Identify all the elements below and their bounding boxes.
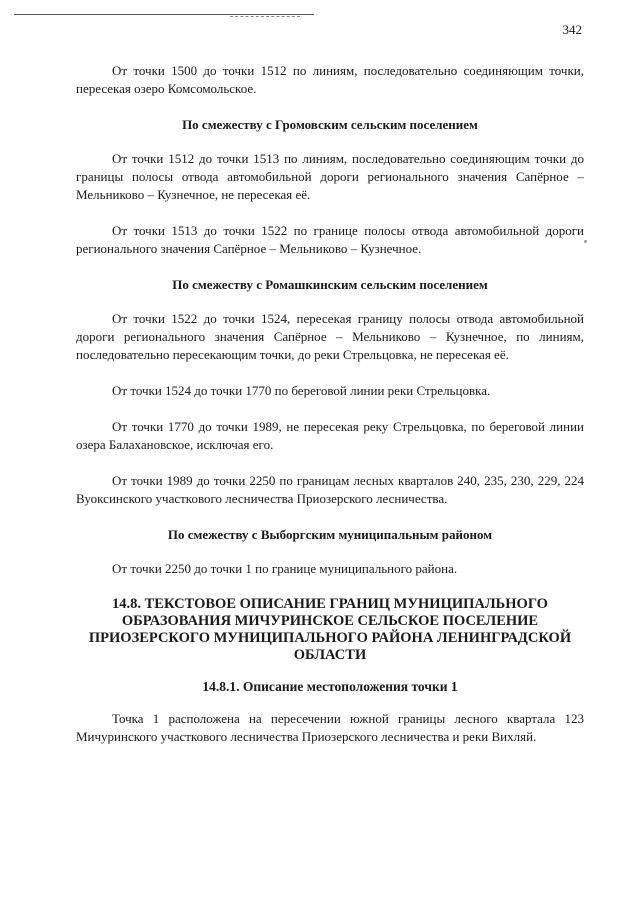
section-subheading: По смежеству с Громовским сельским поселением <box>182 117 478 132</box>
paragraph: От точки 1522 до точки 1524, пересекая границу полосы отвода автомобильной дороги регионального значения Сапёрное – Мельниково – Кузнечное, по линиям, последовательно пересекающим точки, до реки Стрельцовка, не пересекая её. <box>76 311 584 362</box>
section-subheading: По смежеству с Выборгским муниципальным районом <box>167 527 493 542</box>
scan-artifact-line <box>14 14 314 15</box>
paragraph: От точки 1512 до точки 1513 по линиям, последовательно соединяющим точки до границы полосы отвода автомобильной дороги регионального значения Сапёрное – Мельниково – Кузнечное, не пересекая её. <box>76 151 584 202</box>
paragraph: Точка 1 расположена на пересечении южной границы лесного квартала 123 Мичуринского участкового лесничества Приозерского лесничества и реки Вихляй. <box>76 711 584 744</box>
paragraph: От точки 1500 до точки 1512 по линиям, последовательно соединяющим точки, пересекая озеро Комсомольское. <box>76 63 584 96</box>
paragraph: От точки 1770 до точки 1989, не пересекая реку Стрельцовка, по береговой линии озера Балахановское, исключая его. <box>76 419 584 452</box>
document-body <box>76 62 584 764</box>
page-number: 342 <box>562 22 582 37</box>
paragraph: От точки 1524 до точки 1770 по береговой линии реки Стрельцовка. <box>112 383 491 398</box>
subsection-title: 14.8.1. Описание местоположения точки 1 <box>202 679 458 694</box>
paragraph: От точки 2250 до точки 1 по границе муниципального района. <box>112 561 458 576</box>
paragraph: От точки 1513 до точки 1522 по границе полосы отвода автомобильной дороги регионального значения Сапёрное – Мельниково – Кузнечное. <box>76 223 584 256</box>
scan-artifact-dashes <box>230 16 300 17</box>
paragraph: От точки 1989 до точки 2250 по границам лесных кварталов 240, 235, 230, 229, 224 Вуоксинского участкового лесничества Приозерского лесничества. <box>76 473 584 506</box>
section-subheading: По смежеству с Ромашкинским сельским поселением <box>172 277 488 292</box>
scan-dot <box>584 240 587 243</box>
section-title: 14.8. ТЕКСТОВОЕ ОПИСАНИЕ ГРАНИЦ МУНИЦИПАЛЬНОГО ОБРАЗОВАНИЯ МИЧУРИНСКОЕ СЕЛЬСКОЕ ПОСЕЛЕНИЕ ПРИОЗЕРСКОГО МУНИЦИПАЛЬНОГО РАЙОНА ЛЕНИНГРАДСКОЙ ОБЛАСТИ <box>88 596 572 663</box>
